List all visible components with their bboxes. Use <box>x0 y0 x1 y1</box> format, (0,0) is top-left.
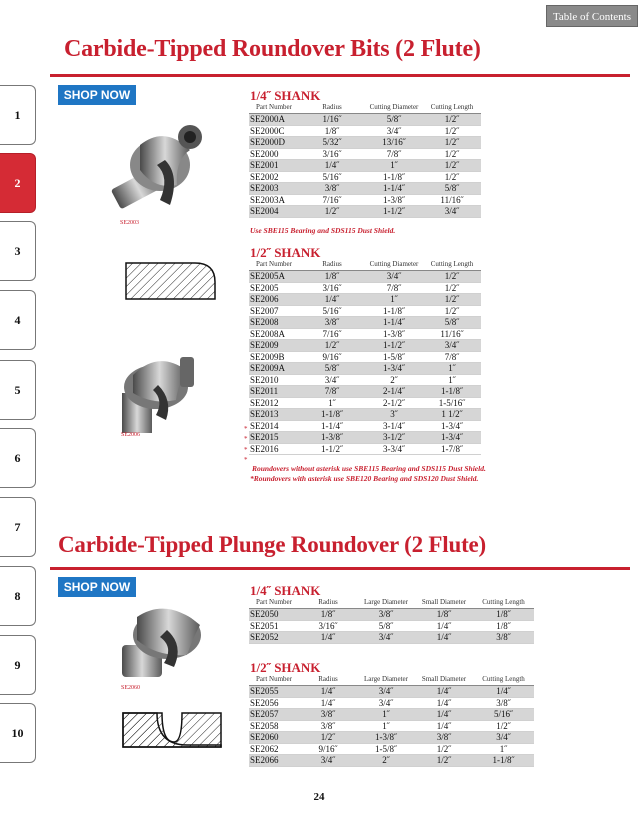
chapter-tab-6[interactable]: 6 <box>0 428 36 488</box>
table-cell: 13/16˝ <box>365 137 423 149</box>
table-cell: 1/4˝ <box>299 632 357 644</box>
table-cell: 1-1/2˝ <box>365 206 423 218</box>
table-cell: 1˝ <box>365 294 423 306</box>
table-cell: 5/8˝ <box>423 183 481 195</box>
table-row <box>249 194 481 206</box>
column-header: Cutting Diameter <box>365 260 423 271</box>
table-cell: 3/8˝ <box>473 697 534 709</box>
spec-table-plunge-quarter <box>249 598 534 644</box>
title-rule <box>50 567 630 570</box>
table-row <box>249 709 534 721</box>
table-row <box>249 386 481 398</box>
shank-label: 1/2˝ SHANK <box>250 660 321 675</box>
column-header: Small Diameter <box>415 675 473 686</box>
table-cell: 3˝ <box>365 409 423 421</box>
column-header: Cutting Length <box>423 103 481 114</box>
table-row <box>249 686 534 698</box>
part-number-cell: SE2000A <box>249 114 299 126</box>
table-cell: 1-3/8˝ <box>299 432 365 444</box>
image-caption: SE2060 <box>121 685 141 691</box>
part-number-cell: SE2005A <box>249 271 299 283</box>
table-cell: 1-5/16˝ <box>423 397 481 409</box>
table-cell: 1/8˝ <box>415 609 473 621</box>
part-number-cell: SE2002 <box>249 171 299 183</box>
table-cell: 1/2˝ <box>415 743 473 755</box>
part-number-cell: SE2011 <box>249 386 299 398</box>
part-number-cell: SE2004 <box>249 206 299 218</box>
part-number-cell: SE2013 <box>249 409 299 421</box>
table-cell: 3/8˝ <box>415 732 473 744</box>
table-cell: 5/8˝ <box>365 114 423 126</box>
roundover-profile-icon <box>125 262 217 300</box>
table-cell: 11/16˝ <box>423 328 481 340</box>
table-cell: 1/4˝ <box>299 686 357 698</box>
chapter-tab-4[interactable]: 4 <box>0 290 36 350</box>
table-row <box>249 171 481 183</box>
chapter-tab-9[interactable]: 9 <box>0 635 36 695</box>
column-header: Large Diameter <box>357 598 415 609</box>
table-row <box>249 183 481 195</box>
image-caption: SE2003 <box>120 220 140 226</box>
table-row <box>249 340 481 352</box>
roundover-profile-icon <box>122 712 222 748</box>
shop-now-button[interactable]: SHOP NOW <box>58 85 136 105</box>
table-row <box>249 137 481 149</box>
router-bit-icon <box>112 595 212 685</box>
column-header: Radius <box>299 260 365 271</box>
section-title-plunge: Carbide-Tipped Plunge Roundover (2 Flute) <box>58 532 486 557</box>
table-cell: 1/4˝ <box>415 686 473 698</box>
column-header: Cutting Length <box>473 675 534 686</box>
table-cell: 2˝ <box>365 374 423 386</box>
part-number-cell: SE2000 <box>249 148 299 160</box>
table-cell: 3/8˝ <box>299 183 365 195</box>
part-number-cell: SE2016 <box>249 443 299 455</box>
table-row <box>249 294 481 306</box>
part-number-cell: SE2007 <box>249 305 299 317</box>
table-cell: 9/16˝ <box>299 743 357 755</box>
table-cell: 1˝ <box>473 743 534 755</box>
table-row <box>249 697 534 709</box>
column-header: Part Number <box>249 103 299 114</box>
table-row <box>249 206 481 218</box>
table-cell: 1/16˝ <box>299 114 365 126</box>
asterisk-marker: * <box>244 425 248 433</box>
part-number-cell: SE2056 <box>249 697 299 709</box>
router-bit-icon <box>108 345 208 435</box>
table-row <box>249 328 481 340</box>
spec-table-plunge-half <box>249 675 534 767</box>
part-number-cell: SE2062 <box>249 743 299 755</box>
table-row <box>249 743 534 755</box>
chapter-tab-7[interactable]: 7 <box>0 497 36 557</box>
table-cell: 1/2˝ <box>423 125 481 137</box>
table-cell: 2˝ <box>357 755 415 767</box>
bearing-note: Use SBE115 Bearing and SDS115 Dust Shield. <box>250 226 396 235</box>
table-cell: 1-1/4˝ <box>365 317 423 329</box>
table-of-contents-button[interactable]: Table of Contents <box>546 5 638 27</box>
part-number-cell: SE2051 <box>249 620 299 632</box>
part-number-cell: SE2005 <box>249 282 299 294</box>
table-cell: 1/8˝ <box>299 271 365 283</box>
table-cell: 3-3/4˝ <box>365 443 423 455</box>
table-cell: 1/8˝ <box>473 620 534 632</box>
part-number-cell: SE2008 <box>249 317 299 329</box>
column-header: Radius <box>299 675 357 686</box>
table-row <box>249 282 481 294</box>
table-cell: 1/2˝ <box>423 294 481 306</box>
table-row <box>249 443 481 455</box>
table-cell: 1-3/8˝ <box>365 328 423 340</box>
spec-table-roundover-half <box>249 260 481 455</box>
part-number-cell: SE2009A <box>249 363 299 375</box>
table-cell: 3/4˝ <box>357 697 415 709</box>
table-row <box>249 720 534 732</box>
table-cell: 1-3/8˝ <box>365 194 423 206</box>
table-cell: 7/8˝ <box>365 282 423 294</box>
table-cell: 1/2˝ <box>423 282 481 294</box>
table-cell: 3/8˝ <box>473 632 534 644</box>
table-cell: 3/4˝ <box>357 686 415 698</box>
table-cell: 1-5/8˝ <box>357 743 415 755</box>
table-cell: 3/4˝ <box>365 125 423 137</box>
section-title-roundover: Carbide-Tipped Roundover Bits (2 Flute) <box>64 36 481 62</box>
table-cell: 5/8˝ <box>423 317 481 329</box>
spec-table-roundover-quarter <box>249 103 481 218</box>
table-cell: 3/4˝ <box>299 374 365 386</box>
column-header: Large Diameter <box>357 675 415 686</box>
table-cell: 1/2˝ <box>415 755 473 767</box>
table-row <box>249 397 481 409</box>
column-header: Part Number <box>249 260 299 271</box>
table-cell: 7/8˝ <box>365 148 423 160</box>
image-caption: SE2006 <box>121 432 141 438</box>
table-cell: 1/4˝ <box>299 160 365 172</box>
table-cell: 3/4˝ <box>423 206 481 218</box>
table-row <box>249 317 481 329</box>
table-cell: 1/2˝ <box>423 160 481 172</box>
table-row <box>249 374 481 386</box>
table-cell: 1/8˝ <box>473 609 534 621</box>
table-cell: 3/16˝ <box>299 620 357 632</box>
table-cell: 1˝ <box>365 160 423 172</box>
table-cell: 1 1/2˝ <box>423 409 481 421</box>
chapter-tab-3[interactable]: 3 <box>0 221 36 281</box>
table-row <box>249 420 481 432</box>
table-cell: 3-1/4˝ <box>365 420 423 432</box>
title-rule <box>50 74 630 77</box>
table-row <box>249 271 481 283</box>
part-number-cell: SE2015 <box>249 432 299 444</box>
bearing-note: Roundovers without asterisk use SBE115 Bearing and SDS115 Dust Shield. <box>252 464 486 473</box>
asterisk-marker: * <box>244 435 248 443</box>
part-number-cell: SE2003 <box>249 183 299 195</box>
column-header: Radius <box>299 103 365 114</box>
table-cell: 1/4˝ <box>473 686 534 698</box>
table-cell: 3/4˝ <box>423 340 481 352</box>
table-row <box>249 609 534 621</box>
table-cell: 1-1/8˝ <box>365 171 423 183</box>
table-cell: 1˝ <box>299 397 365 409</box>
column-header: Cutting Length <box>423 260 481 271</box>
table-cell: 1/4˝ <box>299 294 365 306</box>
column-header: Cutting Diameter <box>365 103 423 114</box>
table-cell: 2-1/4˝ <box>365 386 423 398</box>
table-cell: 7/8˝ <box>299 386 365 398</box>
table-cell: 5/8˝ <box>299 363 365 375</box>
column-header: Part Number <box>249 675 299 686</box>
table-cell: 1/2˝ <box>423 271 481 283</box>
table-cell: 1/2˝ <box>473 720 534 732</box>
table-cell: 3/8˝ <box>299 317 365 329</box>
table-cell: 1/2˝ <box>299 340 365 352</box>
chapter-tab-2[interactable]: 2 <box>0 153 36 213</box>
table-row <box>249 114 481 126</box>
table-cell: 1-1/8˝ <box>365 305 423 317</box>
part-number-cell: SE2000C <box>249 125 299 137</box>
table-cell: 1-1/8˝ <box>423 386 481 398</box>
table-row <box>249 755 534 767</box>
part-number-cell: SE2001 <box>249 160 299 172</box>
table-cell: 1/4˝ <box>415 720 473 732</box>
table-cell: 1/2˝ <box>423 305 481 317</box>
part-number-cell: SE2010 <box>249 374 299 386</box>
table-cell: 3/4˝ <box>473 732 534 744</box>
table-cell: 1-1/2˝ <box>299 443 365 455</box>
table-row <box>249 432 481 444</box>
bearing-note: *Roundovers with asterisk use SBE120 Bearing and SDS120 Dust Shield. <box>250 474 479 483</box>
table-row <box>249 351 481 363</box>
table-cell: 3/8˝ <box>299 709 357 721</box>
table-row <box>249 305 481 317</box>
part-number-cell: SE2055 <box>249 686 299 698</box>
table-cell: 3/4˝ <box>299 755 357 767</box>
column-header: Cutting Length <box>473 598 534 609</box>
table-cell: 3/8˝ <box>299 720 357 732</box>
part-number-cell: SE2060 <box>249 732 299 744</box>
table-cell: 1/2˝ <box>423 171 481 183</box>
part-number-cell: SE2009 <box>249 340 299 352</box>
router-bit-icon <box>105 115 215 230</box>
part-number-cell: SE2057 <box>249 709 299 721</box>
column-header: Small Diameter <box>415 598 473 609</box>
table-row <box>249 160 481 172</box>
part-number-cell: SE2066 <box>249 755 299 767</box>
table-cell: 1/4˝ <box>415 709 473 721</box>
table-cell: 1/2˝ <box>299 732 357 744</box>
table-row <box>249 125 481 137</box>
table-cell: 9/16˝ <box>299 351 365 363</box>
table-row <box>249 363 481 375</box>
asterisk-marker: * <box>244 456 248 464</box>
table-cell: 1/2˝ <box>423 114 481 126</box>
shank-label: 1/4˝ SHANK <box>250 88 321 103</box>
table-row <box>249 409 481 421</box>
table-cell: 1-3/4˝ <box>423 420 481 432</box>
table-cell: 1/8˝ <box>299 125 365 137</box>
asterisk-marker: * <box>244 446 248 454</box>
shop-now-button[interactable]: SHOP NOW <box>58 577 136 597</box>
table-cell: 1˝ <box>423 363 481 375</box>
part-number-cell: SE2052 <box>249 632 299 644</box>
part-number-cell: SE2000D <box>249 137 299 149</box>
table-cell: 3/16˝ <box>299 282 365 294</box>
table-cell: 1-3/8˝ <box>357 732 415 744</box>
table-row <box>249 620 534 632</box>
table-row <box>249 148 481 160</box>
part-number-cell: SE2006 <box>249 294 299 306</box>
table-cell: 11/16˝ <box>423 194 481 206</box>
table-cell: 2-1/2˝ <box>365 397 423 409</box>
table-cell: 1-5/8˝ <box>365 351 423 363</box>
part-number-cell: SE2014 <box>249 420 299 432</box>
table-cell: 1-7/8˝ <box>423 443 481 455</box>
table-cell: 1˝ <box>357 709 415 721</box>
table-row <box>249 632 534 644</box>
table-row <box>249 732 534 744</box>
part-number-cell: SE2003A <box>249 194 299 206</box>
table-cell: 1-1/4˝ <box>299 420 365 432</box>
table-cell: 1/4˝ <box>415 620 473 632</box>
column-header: Radius <box>299 598 357 609</box>
table-cell: 5/16˝ <box>473 709 534 721</box>
table-cell: 1-1/4˝ <box>365 183 423 195</box>
shank-label: 1/2˝ SHANK <box>250 245 321 260</box>
part-number-cell: SE2058 <box>249 720 299 732</box>
table-cell: 3/8˝ <box>357 609 415 621</box>
page-number: 24 <box>313 791 325 803</box>
part-number-cell: SE2012 <box>249 397 299 409</box>
chapter-tab-8[interactable]: 8 <box>0 566 36 626</box>
table-cell: 3/4˝ <box>357 632 415 644</box>
table-cell: 1-1/8˝ <box>299 409 365 421</box>
part-number-cell: SE2009B <box>249 351 299 363</box>
table-cell: 3/4˝ <box>365 271 423 283</box>
table-cell: 5/16˝ <box>299 305 365 317</box>
shank-label: 1/4˝ SHANK <box>250 583 321 598</box>
table-cell: 1-3/4˝ <box>365 363 423 375</box>
part-number-cell: SE2008A <box>249 328 299 340</box>
table-cell: 1/2˝ <box>423 148 481 160</box>
table-cell: 5/8˝ <box>357 620 415 632</box>
table-cell: 7/8˝ <box>423 351 481 363</box>
table-cell: 1/4˝ <box>415 697 473 709</box>
part-number-cell: SE2050 <box>249 609 299 621</box>
chapter-tab-1[interactable]: 1 <box>0 85 36 145</box>
table-cell: 1/8˝ <box>299 609 357 621</box>
chapter-tab-5[interactable]: 5 <box>0 360 36 420</box>
table-cell: 3/16˝ <box>299 148 365 160</box>
table-cell: 5/16˝ <box>299 171 365 183</box>
column-header: Part Number <box>249 598 299 609</box>
table-cell: 1˝ <box>357 720 415 732</box>
table-cell: 1/2˝ <box>423 137 481 149</box>
table-cell: 1/4˝ <box>299 697 357 709</box>
table-cell: 3-1/2˝ <box>365 432 423 444</box>
table-cell: 1/4˝ <box>415 632 473 644</box>
table-cell: 1-3/4˝ <box>423 432 481 444</box>
table-cell: 1-1/2˝ <box>365 340 423 352</box>
table-cell: 5/32˝ <box>299 137 365 149</box>
table-cell: 1/2˝ <box>299 206 365 218</box>
table-cell: 1-1/8˝ <box>473 755 534 767</box>
table-cell: 1˝ <box>423 374 481 386</box>
table-cell: 7/16˝ <box>299 328 365 340</box>
chapter-tab-10[interactable]: 10 <box>0 703 36 763</box>
table-cell: 7/16˝ <box>299 194 365 206</box>
